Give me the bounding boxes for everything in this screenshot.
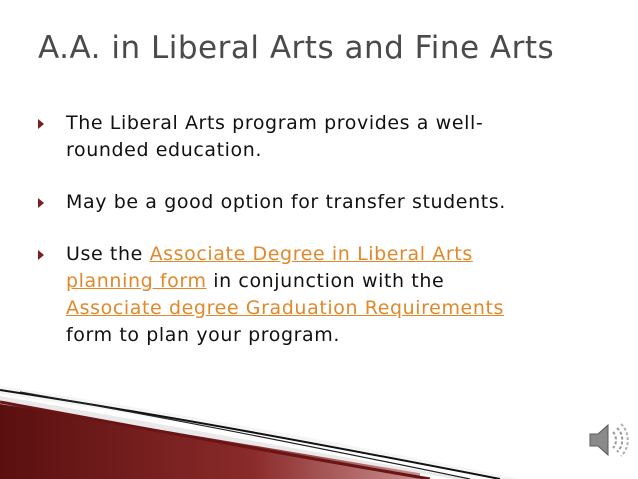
bullet-text: The Liberal Arts program provides a well- xyxy=(66,112,484,134)
bullet-item xyxy=(38,241,598,349)
bullet-text-continued: rounded education. xyxy=(66,139,263,161)
planning-form-link-continued[interactable]: planning form xyxy=(66,270,207,292)
bullet-item xyxy=(38,189,598,216)
bullet-text: Use the xyxy=(66,243,150,265)
planning-form-link[interactable]: Associate Degree in Liberal Arts xyxy=(149,243,473,265)
triangle-bullet-icon xyxy=(38,250,44,260)
slide-title: A.A. in Liberal Arts and Fine Arts xyxy=(38,30,555,66)
bullet-list xyxy=(38,110,598,374)
graduation-requirements-link[interactable]: Associate degree Graduation Requirements xyxy=(66,297,505,319)
speaker-icon[interactable] xyxy=(584,420,632,460)
bullet-text: May be a good option for transfer students. xyxy=(66,191,506,213)
triangle-bullet-icon xyxy=(38,119,44,129)
triangle-bullet-icon xyxy=(38,198,44,208)
bullet-text-mid: in conjunction with the xyxy=(206,270,445,292)
decorative-swoosh xyxy=(0,380,638,479)
bullet-item xyxy=(38,110,598,164)
bullet-text-post: form to plan your program. xyxy=(66,324,341,346)
